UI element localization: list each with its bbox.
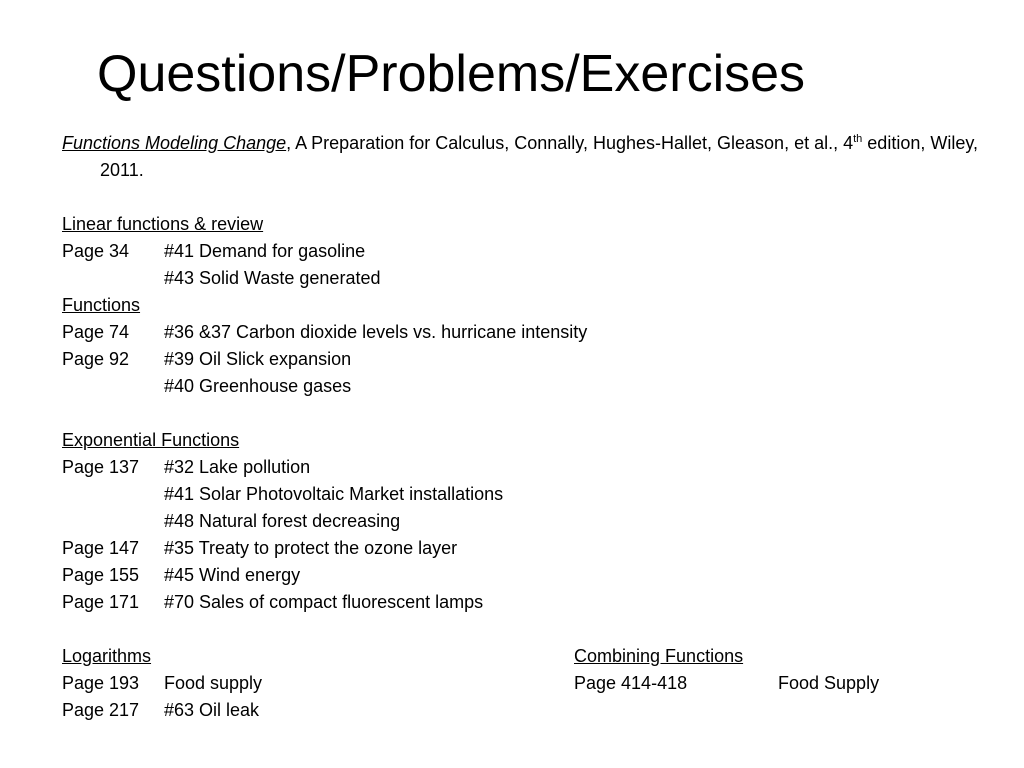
page-ref: Page 155 <box>62 565 140 585</box>
list-item <box>574 670 879 697</box>
section-combining-functions <box>574 643 879 724</box>
list-item <box>62 454 1002 481</box>
slide-title: Questions/Problems/Exercises <box>97 45 806 103</box>
exercise-item: #32 Lake pollution <box>164 457 311 477</box>
list-item <box>62 562 1002 589</box>
exercise-item: #39 Oil Slick expansion <box>164 349 352 369</box>
exercise-item: #70 Sales of compact fluorescent lamps <box>164 592 484 612</box>
exercise-item: #35 Treaty to protect the ozone layer <box>164 538 458 558</box>
page-ref: Page 147 <box>62 538 140 558</box>
section-heading: Exponential Functions <box>62 430 240 450</box>
list-item <box>62 508 1002 535</box>
page-ref: Page 34 <box>62 241 130 261</box>
page-ref: Page 193 <box>62 673 140 693</box>
list-item <box>62 589 1002 616</box>
section-functions <box>62 292 1002 400</box>
book-title: Functions Modeling Change <box>62 133 287 153</box>
two-column-sections <box>62 643 1002 724</box>
page-ref <box>62 373 164 400</box>
exercise-item: #41 Solar Photovoltaic Market installations <box>164 484 504 504</box>
page-ref: Page 217 <box>62 700 140 720</box>
exercise-item: #63 Oil leak <box>164 700 260 720</box>
list-item <box>62 670 574 697</box>
exercise-item: #43 Solid Waste generated <box>164 268 381 288</box>
list-item <box>62 346 1002 373</box>
exercise-item: Food Supply <box>778 673 880 693</box>
list-item <box>62 481 1002 508</box>
list-item <box>62 373 1002 400</box>
section-heading: Logarithms <box>62 646 152 666</box>
page-ref <box>62 508 164 535</box>
slide-body <box>62 130 1002 724</box>
citation-details: , A Preparation for Calculus, Connally, Hughes-Hallet, Gleason, et al., 4 <box>286 133 854 153</box>
exercise-item: #40 Greenhouse gases <box>164 376 352 396</box>
list-item <box>62 238 1002 265</box>
section-heading: Combining Functions <box>574 646 744 666</box>
exercise-item: #41 Demand for gasoline <box>164 241 366 261</box>
list-item <box>62 265 1002 292</box>
textbook-citation <box>62 130 1002 184</box>
section-heading: Functions <box>62 295 141 315</box>
page-ref: Page 137 <box>62 457 140 477</box>
citation-superscript: th <box>853 133 863 145</box>
section-heading: Linear functions & review <box>62 214 264 234</box>
section-linear-functions <box>62 211 1002 292</box>
list-item <box>62 697 574 724</box>
page-ref: Page 74 <box>62 322 130 342</box>
page-ref: Page 414-418 <box>574 673 688 693</box>
page-ref <box>62 265 164 292</box>
page-ref <box>62 481 164 508</box>
page-ref: Page 171 <box>62 592 140 612</box>
list-item <box>62 319 1002 346</box>
exercise-item: Food supply <box>164 673 263 693</box>
citation-edition: edition, Wiley, 2011. <box>100 133 979 180</box>
section-logarithms <box>62 643 574 724</box>
exercise-item: #45 Wind energy <box>164 565 301 585</box>
list-item <box>62 535 1002 562</box>
exercise-item: #48 Natural forest decreasing <box>164 511 401 531</box>
page-ref: Page 92 <box>62 349 130 369</box>
exercise-item: #36 &37 Carbon dioxide levels vs. hurricane intensity <box>164 322 588 342</box>
section-exponential-functions <box>62 427 1002 616</box>
